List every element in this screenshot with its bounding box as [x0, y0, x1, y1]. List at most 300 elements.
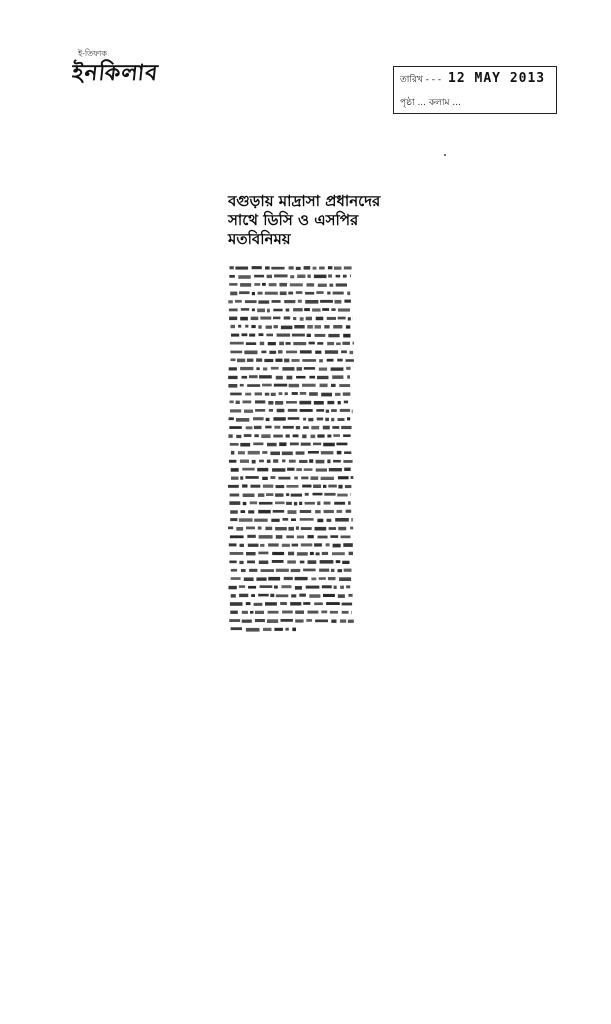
text-word-mark	[231, 334, 239, 337]
text-word-mark	[336, 275, 341, 278]
text-word-mark	[282, 460, 285, 463]
text-word-mark	[253, 417, 264, 420]
text-word-mark	[344, 266, 352, 269]
text-word-mark	[228, 485, 239, 488]
text-word-mark	[236, 418, 249, 422]
text-word-mark	[293, 308, 303, 311]
text-word-mark	[254, 426, 262, 429]
text-word-mark	[286, 434, 290, 437]
text-word-mark	[338, 485, 342, 489]
text-word-mark	[337, 359, 343, 362]
text-word-mark	[333, 544, 341, 548]
text-word-mark	[275, 527, 287, 530]
text-word-mark	[276, 594, 289, 597]
text-word-mark	[315, 510, 321, 513]
text-word-mark	[231, 477, 239, 480]
text-word-mark	[338, 401, 341, 404]
text-word-mark	[238, 451, 245, 454]
text-word-mark	[265, 602, 277, 605]
text-word-mark	[342, 603, 353, 606]
text-word-mark	[302, 384, 316, 387]
text-word-mark	[303, 418, 306, 421]
text-word-mark	[231, 594, 236, 598]
text-word-mark	[279, 283, 287, 287]
text-word-mark	[287, 468, 294, 471]
text-word-mark	[247, 384, 260, 387]
text-word-mark	[327, 401, 334, 404]
text-word-mark	[231, 577, 241, 580]
text-word-mark	[229, 309, 238, 312]
text-word-mark	[254, 275, 264, 278]
text-word-mark	[349, 552, 353, 555]
text-word-mark	[346, 510, 352, 513]
text-word-mark	[347, 375, 350, 378]
text-word-mark	[260, 585, 273, 588]
text-word-mark	[231, 627, 242, 630]
text-word-mark	[300, 510, 312, 513]
text-word-mark	[277, 409, 285, 413]
text-word-mark	[278, 350, 283, 353]
text-word-mark	[291, 594, 296, 597]
text-word-mark	[240, 367, 253, 370]
text-word-mark	[277, 334, 291, 337]
text-word-mark	[264, 359, 273, 362]
text-word-mark	[239, 518, 253, 522]
text-word-mark	[240, 476, 243, 479]
text-word-mark	[293, 317, 296, 320]
text-word-mark	[316, 460, 325, 464]
text-word-mark	[230, 611, 238, 614]
text-word-mark	[246, 527, 255, 530]
text-word-mark	[274, 274, 288, 277]
text-word-mark	[344, 569, 352, 572]
text-word-mark	[230, 292, 237, 296]
text-word-mark	[267, 460, 271, 463]
text-word-mark	[313, 485, 321, 489]
text-word-mark	[285, 628, 288, 631]
text-word-mark	[311, 476, 319, 480]
text-word-mark	[242, 333, 248, 336]
text-word-mark	[337, 451, 342, 455]
text-word-mark	[339, 384, 350, 387]
text-word-mark	[260, 544, 264, 547]
text-word-mark	[240, 384, 244, 387]
text-word-mark	[242, 468, 254, 471]
text-word-mark	[230, 401, 234, 404]
text-word-mark	[343, 275, 347, 278]
text-word-mark	[296, 526, 299, 529]
text-word-mark	[315, 334, 326, 337]
text-word-mark	[246, 342, 256, 345]
text-word-mark	[329, 468, 342, 471]
text-word-mark	[231, 468, 239, 472]
text-word-mark	[308, 418, 313, 421]
text-word-mark	[313, 493, 323, 496]
text-word-mark	[342, 611, 349, 614]
text-word-mark	[291, 494, 302, 497]
text-word-mark	[279, 342, 284, 346]
text-word-mark	[348, 620, 354, 623]
text-word-mark	[245, 393, 251, 396]
text-word-mark	[316, 291, 323, 294]
text-word-mark	[276, 485, 285, 488]
text-word-mark	[332, 375, 343, 379]
text-word-mark	[292, 334, 305, 337]
text-word-mark	[298, 300, 302, 303]
text-word-mark	[295, 619, 303, 622]
text-word-mark	[332, 426, 339, 429]
text-word-mark	[296, 468, 302, 471]
text-word-mark	[246, 426, 253, 429]
text-word-mark	[263, 485, 273, 488]
text-word-mark	[280, 292, 287, 296]
text-word-mark	[302, 359, 316, 362]
text-word-mark	[316, 552, 320, 555]
text-word-mark	[275, 401, 283, 405]
text-word-mark	[350, 351, 354, 354]
text-word-mark	[273, 510, 285, 513]
text-word-mark	[256, 367, 259, 370]
text-word-mark	[319, 359, 323, 362]
text-word-mark	[295, 577, 308, 580]
text-word-mark	[282, 452, 293, 456]
text-word-mark	[311, 426, 319, 430]
text-word-mark	[260, 342, 265, 346]
text-word-mark	[288, 292, 293, 295]
text-word-mark	[316, 468, 327, 471]
text-word-mark	[290, 283, 303, 286]
text-word-mark	[229, 619, 240, 622]
text-word-mark	[304, 308, 310, 311]
text-word-mark	[269, 409, 273, 412]
text-word-mark	[328, 274, 332, 277]
text-word-mark	[246, 552, 256, 555]
text-word-mark	[285, 392, 288, 395]
text-word-mark	[324, 502, 331, 505]
text-word-mark	[242, 484, 247, 487]
text-word-mark	[272, 552, 284, 555]
text-word-mark	[272, 300, 281, 303]
text-word-mark	[238, 275, 250, 279]
text-word-mark	[258, 510, 271, 514]
text-word-mark	[276, 535, 283, 539]
headline-line-3: মতবিনিময়	[228, 230, 291, 248]
text-word-mark	[281, 619, 293, 622]
text-word-mark	[282, 611, 293, 614]
text-word-mark	[230, 409, 241, 412]
text-word-mark	[282, 367, 294, 371]
text-word-mark	[267, 443, 277, 447]
text-word-mark	[300, 518, 314, 521]
text-word-mark	[304, 468, 313, 471]
text-word-mark	[251, 485, 261, 488]
text-word-mark	[327, 435, 331, 438]
text-word-mark	[279, 392, 283, 395]
text-word-mark	[343, 460, 352, 463]
text-word-mark	[303, 569, 316, 572]
text-word-mark	[348, 317, 351, 320]
text-word-mark	[307, 334, 311, 337]
text-word-mark	[333, 460, 341, 463]
text-word-mark	[291, 518, 296, 521]
text-word-mark	[327, 519, 332, 522]
text-word-mark	[239, 585, 245, 588]
text-word-mark	[314, 401, 324, 405]
text-word-mark	[249, 334, 255, 337]
text-word-mark	[236, 401, 240, 404]
text-word-mark	[241, 308, 249, 311]
text-word-mark	[289, 384, 300, 388]
text-word-mark	[229, 501, 240, 505]
text-word-mark	[288, 409, 298, 412]
text-word-mark	[334, 267, 342, 270]
text-word-mark	[341, 350, 347, 353]
text-word-mark	[266, 326, 272, 329]
text-word-mark	[265, 292, 278, 295]
text-word-mark	[324, 510, 334, 513]
text-word-mark	[308, 275, 311, 278]
text-word-mark	[262, 477, 268, 480]
text-word-mark	[240, 460, 249, 463]
text-word-mark	[289, 460, 296, 463]
text-word-mark	[286, 485, 298, 488]
text-word-mark	[230, 443, 239, 446]
text-word-mark	[300, 409, 313, 412]
text-word-mark	[278, 477, 290, 480]
text-word-mark	[240, 317, 248, 321]
text-word-mark	[351, 611, 352, 614]
text-word-mark	[347, 292, 350, 296]
text-word-mark	[289, 266, 294, 269]
text-word-mark	[251, 317, 259, 321]
text-word-mark	[265, 266, 270, 269]
text-word-mark	[275, 502, 285, 505]
text-word-mark	[255, 619, 265, 622]
text-word-mark	[340, 619, 346, 622]
text-word-mark	[271, 393, 276, 396]
text-word-mark	[230, 535, 244, 538]
text-word-mark	[259, 333, 264, 336]
text-word-mark	[305, 300, 318, 304]
text-word-mark	[260, 317, 271, 320]
text-word-mark	[317, 418, 323, 421]
text-word-mark	[315, 620, 328, 623]
text-word-mark	[329, 284, 333, 287]
text-word-mark	[336, 560, 341, 563]
text-word-mark	[262, 283, 266, 286]
text-word-mark	[321, 451, 334, 454]
text-word-mark	[326, 602, 340, 605]
text-word-mark	[346, 359, 354, 362]
text-word-mark	[318, 284, 327, 287]
text-word-mark	[297, 275, 305, 279]
text-word-mark	[270, 594, 274, 597]
text-word-mark	[322, 308, 329, 311]
text-word-mark	[230, 342, 244, 345]
text-word-mark	[261, 569, 274, 572]
text-word-mark	[265, 426, 271, 429]
text-word-mark	[302, 485, 311, 488]
text-word-mark	[351, 476, 354, 479]
text-word-mark	[244, 577, 254, 581]
text-word-mark	[283, 426, 294, 429]
headline-line-2: সাথে ডিসি ও এসপির	[228, 211, 359, 229]
text-word-mark	[309, 392, 318, 396]
text-word-mark	[300, 350, 312, 353]
text-word-mark	[254, 434, 258, 437]
text-word-mark	[229, 460, 236, 463]
text-word-mark	[308, 560, 317, 564]
text-word-mark	[327, 460, 330, 464]
text-word-mark	[274, 426, 280, 429]
text-word-mark	[294, 502, 297, 506]
text-word-mark	[344, 468, 351, 471]
text-word-mark	[228, 384, 237, 388]
text-word-mark	[267, 309, 270, 313]
text-word-mark	[296, 426, 300, 429]
text-word-mark	[252, 460, 256, 464]
text-word-mark	[255, 611, 264, 614]
text-word-mark	[329, 527, 337, 530]
text-word-mark	[322, 552, 328, 555]
text-word-mark	[290, 275, 294, 278]
text-word-mark	[286, 535, 294, 538]
text-word-mark	[243, 494, 255, 498]
text-word-mark	[261, 434, 270, 438]
text-word-mark	[305, 493, 309, 496]
stamp-page-label: পৃষ্ঠা ... কলাম ...	[400, 98, 461, 108]
text-word-mark	[346, 325, 350, 328]
text-word-mark	[271, 267, 284, 270]
text-word-mark	[320, 560, 334, 564]
text-word-mark	[304, 266, 311, 270]
text-word-mark	[288, 417, 300, 420]
text-word-mark	[275, 359, 282, 362]
text-word-mark	[247, 535, 256, 538]
text-word-mark	[275, 493, 283, 496]
text-word-mark	[259, 561, 269, 565]
text-word-mark	[229, 275, 235, 278]
text-word-mark	[322, 585, 332, 588]
text-word-mark	[276, 569, 289, 572]
text-word-mark	[258, 493, 265, 497]
text-word-mark	[305, 502, 315, 505]
text-word-mark	[347, 417, 350, 420]
text-word-mark	[303, 602, 310, 605]
text-word-mark	[294, 477, 298, 480]
text-word-mark	[265, 393, 270, 396]
text-word-mark	[331, 409, 337, 412]
text-word-mark	[240, 283, 251, 287]
text-word-mark	[229, 543, 237, 546]
text-word-mark	[252, 309, 255, 312]
text-word-mark	[306, 586, 320, 589]
text-word-mark	[338, 594, 345, 598]
text-word-mark	[308, 535, 314, 538]
text-word-mark	[274, 628, 283, 631]
text-word-mark	[268, 577, 280, 581]
text-word-mark	[344, 300, 351, 303]
text-word-mark	[283, 518, 289, 521]
text-word-mark	[230, 510, 238, 513]
text-word-mark	[256, 358, 262, 361]
text-word-mark	[286, 493, 289, 496]
text-word-mark	[281, 585, 291, 588]
text-word-mark	[321, 477, 334, 480]
text-word-mark	[303, 426, 309, 429]
text-word-mark	[235, 300, 242, 303]
text-word-mark	[245, 325, 248, 328]
text-word-mark	[332, 552, 345, 555]
date-stamp	[393, 66, 557, 114]
text-word-mark	[292, 392, 298, 395]
text-word-mark	[316, 409, 324, 412]
masthead-small-text: ই-তিফাক	[78, 49, 107, 58]
text-word-mark	[327, 359, 334, 362]
stamp-date-label: তারিখ	[400, 75, 423, 85]
text-word-mark	[249, 569, 257, 572]
text-word-mark	[229, 417, 234, 420]
text-word-mark	[268, 342, 276, 345]
text-word-mark	[311, 578, 316, 581]
text-word-mark	[244, 351, 257, 355]
text-word-mark	[296, 267, 301, 270]
text-word-mark	[319, 569, 329, 572]
text-word-mark	[247, 359, 254, 362]
text-word-mark	[350, 527, 353, 530]
text-word-mark	[302, 435, 306, 439]
text-word-mark	[276, 376, 283, 380]
article-headline	[228, 192, 381, 249]
text-word-mark	[258, 594, 269, 597]
text-word-mark	[270, 452, 280, 456]
text-word-mark	[284, 577, 293, 580]
text-word-mark	[299, 594, 306, 597]
text-word-mark	[266, 334, 273, 337]
text-word-mark	[301, 527, 312, 530]
text-word-mark	[315, 325, 322, 329]
text-word-mark	[338, 476, 349, 479]
text-word-mark	[342, 342, 350, 345]
text-word-mark	[308, 611, 319, 614]
text-word-mark	[259, 502, 273, 505]
text-word-mark	[320, 384, 328, 388]
text-word-mark	[242, 620, 252, 623]
text-word-mark	[301, 443, 311, 446]
text-word-mark	[279, 442, 286, 446]
text-word-mark	[256, 577, 266, 580]
text-word-mark	[230, 266, 234, 269]
text-word-mark	[228, 434, 232, 438]
text-word-mark	[242, 611, 248, 614]
text-word-mark	[295, 586, 302, 590]
text-word-mark	[338, 418, 345, 421]
masthead-name: ইনকিলাব	[70, 60, 160, 86]
text-word-mark	[299, 460, 307, 463]
text-word-mark	[296, 291, 303, 294]
text-word-mark	[257, 468, 268, 472]
text-word-mark	[267, 275, 272, 278]
text-word-mark	[238, 325, 241, 328]
text-word-mark	[259, 375, 272, 378]
text-word-mark	[228, 300, 233, 303]
text-word-mark	[236, 435, 241, 438]
text-word-mark	[307, 283, 315, 286]
text-word-mark	[336, 342, 341, 345]
text-word-mark	[297, 367, 303, 371]
text-word-mark	[250, 611, 253, 614]
text-word-mark	[339, 577, 351, 581]
